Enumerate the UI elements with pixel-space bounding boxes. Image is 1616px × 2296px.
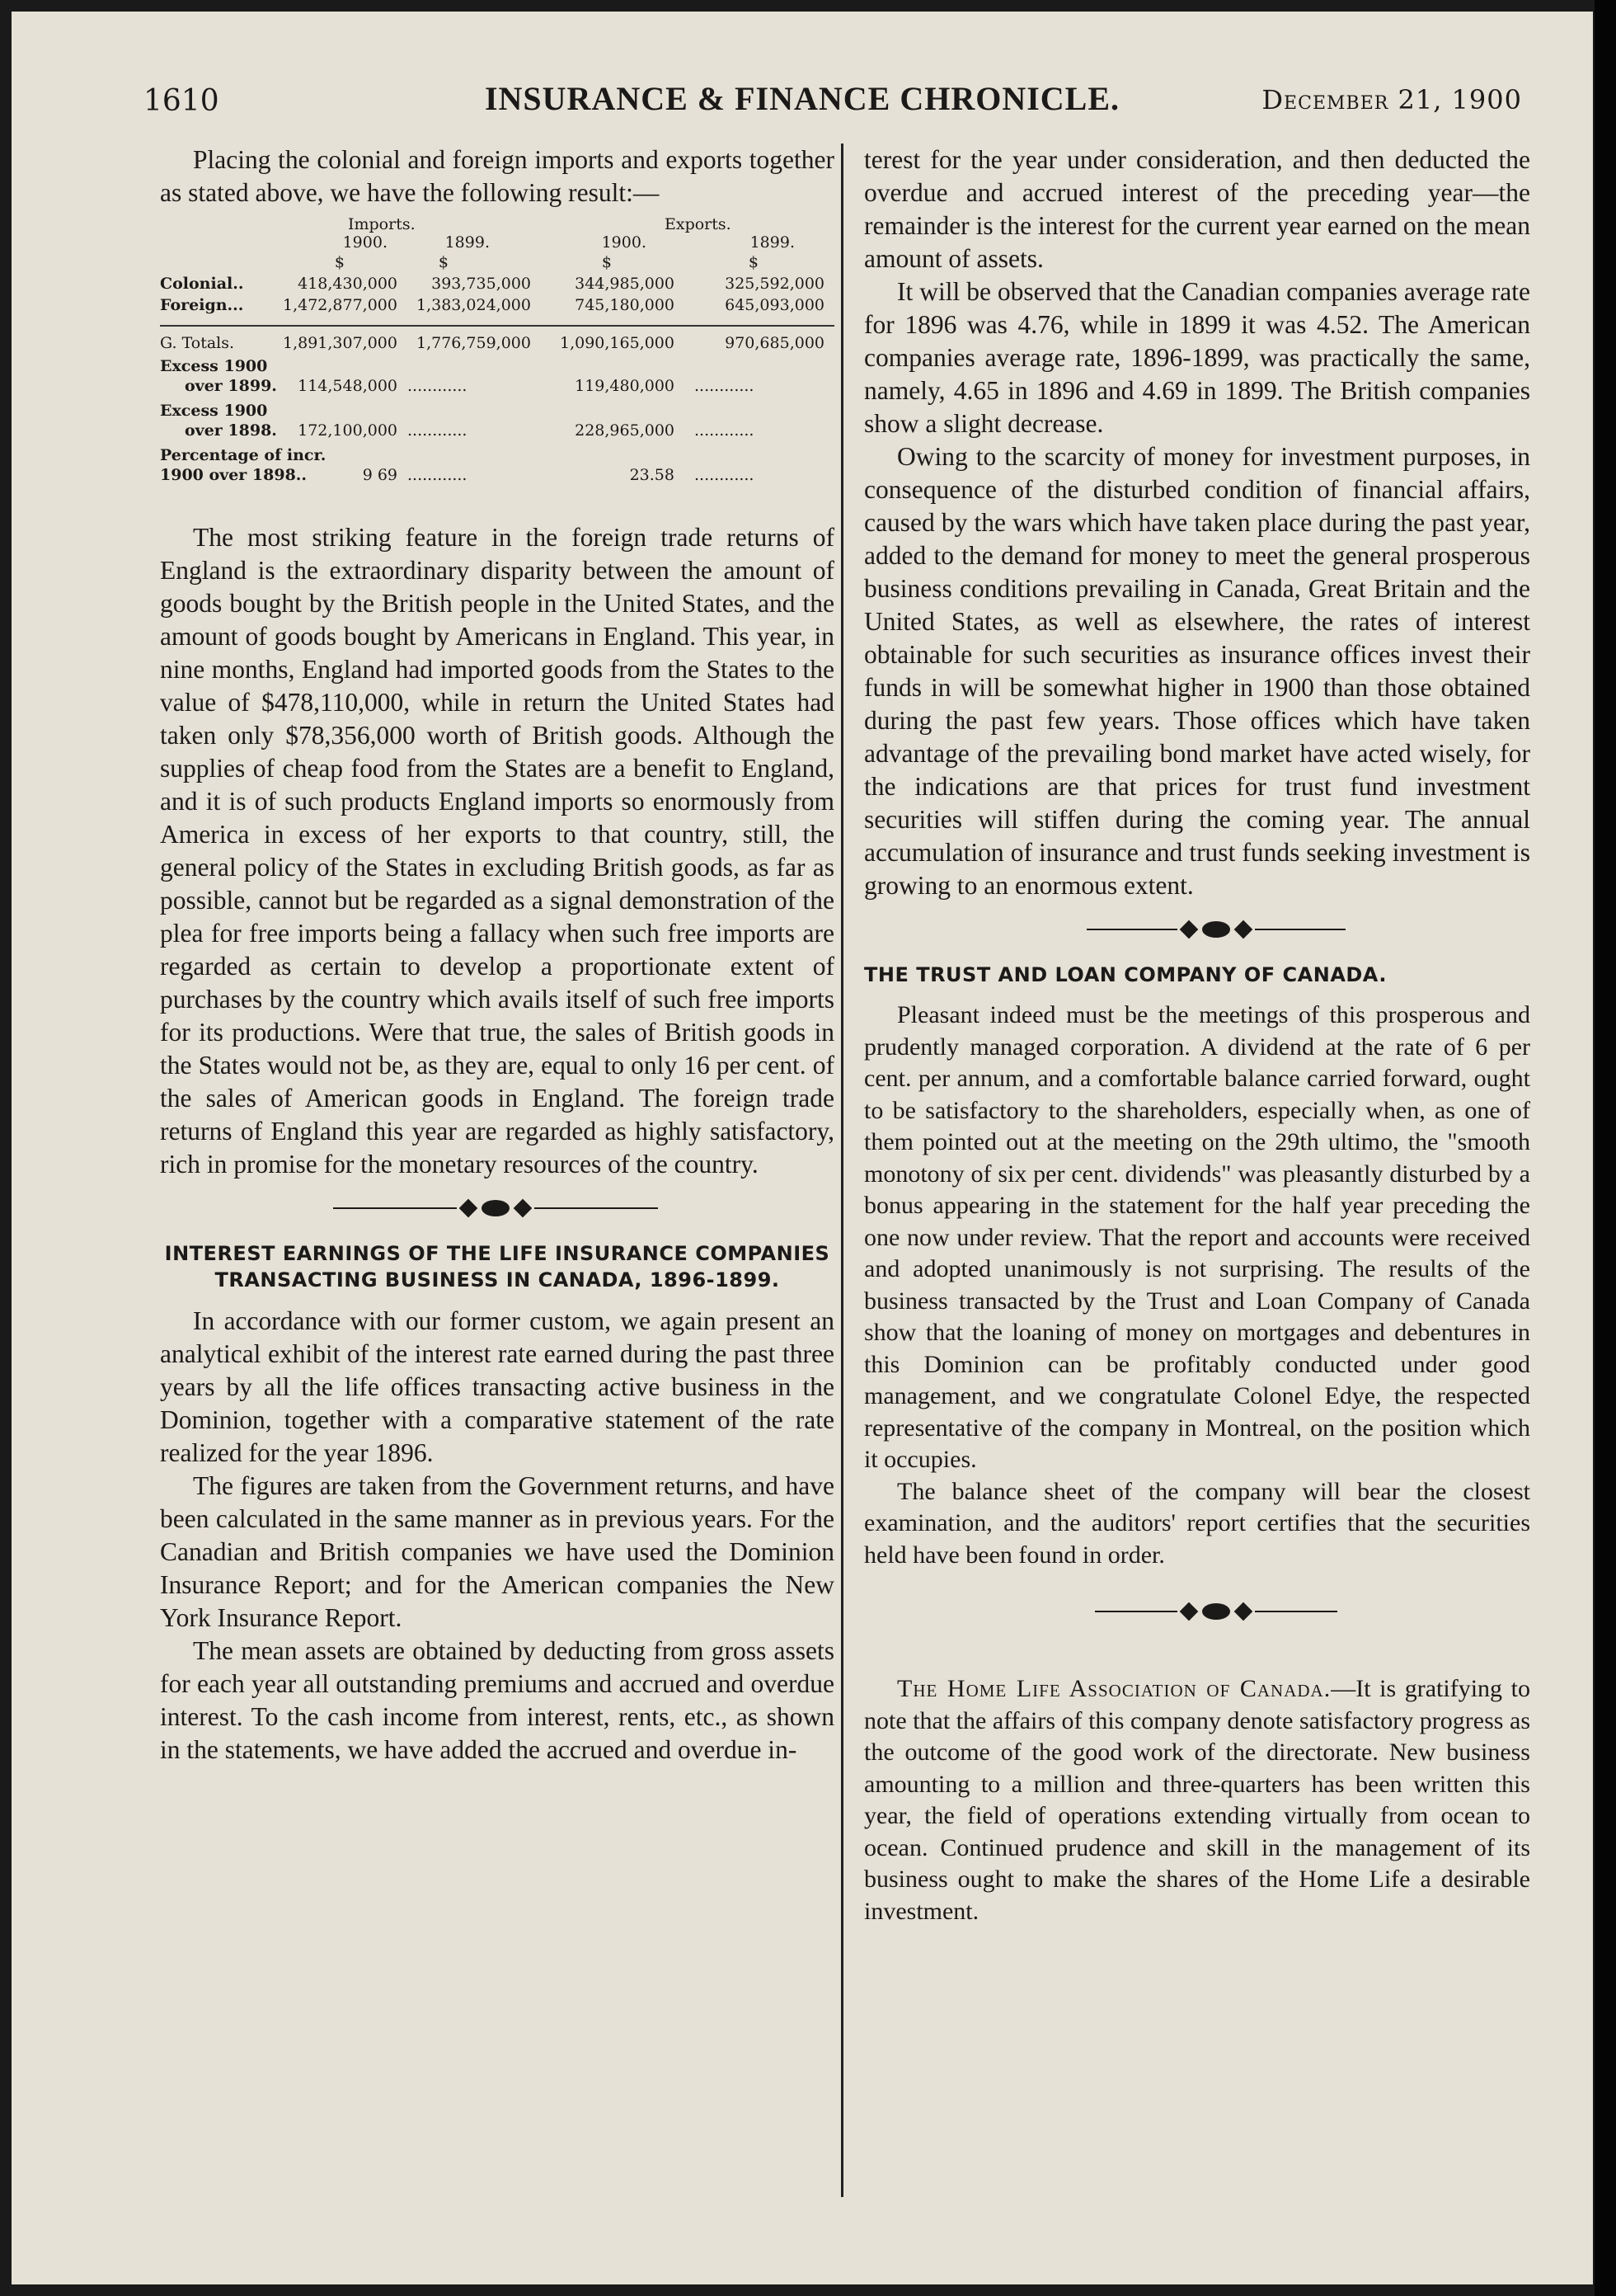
cell: 119,480,000: [575, 377, 674, 395]
cell: 1,090,165,000: [559, 334, 674, 352]
leader-dots: ............: [407, 377, 467, 395]
issue-date: December 21, 1900: [1261, 84, 1522, 115]
interest-continued: terest for the year under consideration, and then deducted the overdue and accrued interest of the preceding year—the remainder is the interest for the current year earned on the mean amount of assets.: [864, 145, 1530, 273]
table-row: [160, 421, 834, 442]
table-rule: [160, 325, 834, 327]
imports-header: Imports.: [348, 215, 416, 233]
foreign-trade-paragraph: The most striking feature in the foreign trade returns of England is the extraordinary disparity between the amount of goods bought by the British people in the United States, and the amount of goods bought by Americans in England. This year, in nine months, England had imported goods from the States to the value of $478,110,000, while in return the United States had taken only $78,356,000 worth of British goods. Although the supplies of cheap food from the States are a benefit to England, and it is of such products England imports so enormously from America in excess of her exports to that country, still, the general policy of the States in excluding British goods, as far as possible, cannot but be regarded as a signal demonstration of the plea for free imports being a fallacy when such free imports are regarded as certain to develop a proportionate extent of purchases by the country which avails itself of such free imports for its productions. Were that true, the sales of British goods in the States would not be, as they are, equal to only 16 per cent. of the sales of American goods in England. The foreign trade returns of England this year are regarded as highly satisfactory, rich in promise for the monetary resources of the country.: [160, 523, 834, 1179]
row-label: Excess 1900: [160, 402, 268, 420]
cell: 172,100,000: [298, 421, 397, 440]
column-rule: [841, 144, 843, 2197]
row-label: Foreign...: [160, 296, 244, 314]
left-column: [160, 144, 834, 1767]
row-label: over 1898.: [185, 421, 277, 440]
leader-dots: ............: [694, 377, 754, 395]
interest-paragraph-2: The figures are taken from the Government returns, and have been calculated in the same manner as in previous years. For the Canadian and British companies we have used the Dominion Insurance Report; and for the American companies the New York Insurance Report.: [160, 1471, 834, 1632]
interest-paragraph-3: The mean assets are obtained by deducting from gross assets for each year all outstanding premiums and accrued and overdue interest. To the cash income from interest, rents, etc., as shown in the statements, we have added the accrued and overdue in-: [160, 1636, 834, 1764]
page-number: 1610: [143, 84, 219, 118]
trade-intro: Placing the colonial and foreign imports and exports together as stated above, we have the following result:—: [160, 145, 834, 207]
table-row: [160, 295, 834, 317]
row-label: Colonial..: [160, 275, 244, 293]
section-divider-ornament: [864, 1571, 1530, 1654]
table-row: [160, 333, 834, 355]
cell: 745,180,000: [575, 296, 674, 314]
cell: 1,383,024,000: [416, 296, 531, 314]
journal-title: INSURANCE & FINANCE CHRONICLE.: [484, 80, 1120, 117]
row-label: Percentage of incr.: [160, 446, 326, 464]
leader-dots: ............: [407, 466, 467, 484]
interest-rates-paragraph: It will be observed that the Canadian companies average rate for 1896 was 4.76, while in 1899 it was 4.52. The American companies average rate, 1896-1899, was practically the same, namely, 4.65 in 1896 and 4.69 in 1899. The British companies show a slight decrease.: [864, 277, 1530, 438]
cell: 325,592,000: [725, 275, 824, 293]
trust-loan-paragraph-1: Pleasant indeed must be the meetings of this prosperous and prudently managed corporation. A dividend at the rate of 6 per cent. per annum, and a comfortable balance carried forward, ought to be satisfactory to the shareholders, especially when, as one of them pointed out at the meeting on the 29th ultimo, the "smooth monotony of six per cent. dividends" was pleasantly disturbed by a bonus appearing in the statement for the half year preceding the one now under review. That the report and accounts were received and adopted unanimously is not surprising. The results of the business transacted by the Trust and Loan Company of Canada show that the loaning of money on mortgages and debentures in this Dominion can be profitably conducted under good management, and we congratulate Colonel Edye, the respected representative of the company in Montreal, on the position which it occupies.: [864, 1001, 1530, 1473]
cell: 1,891,307,000: [282, 334, 397, 352]
year-1899-imports: 1899.: [444, 233, 490, 252]
money-scarcity-paragraph: Owing to the scarcity of money for investment purposes, in consequence of the disturbed condition of financial affairs, caused by the wars which have taken place during the past year, added to the demand for money to meet the general prosperous business conditions prevailing in Canada, Great Britain and the United States, as well as elsewhere, the rates of interest obtainable for such securities as insurance offices invest their funds in will be somewhat higher in 1900 than those obtained during the past few years. Those offices which have taken advantage of the prevailing bond market have acted wisely, for the indications are that prices for trust fund investment securities will stiffen during the coming year. The annual accumulation of insurance and trust funds seeking investment is growing to an enormous extent.: [864, 442, 1530, 900]
row-label: G. Totals.: [160, 334, 235, 352]
table-row: [160, 401, 834, 422]
cell: 1,776,759,000: [416, 334, 531, 352]
year-1899-exports: 1899.: [749, 233, 795, 252]
cell: 1,472,877,000: [282, 296, 397, 314]
cell: 344,985,000: [575, 275, 674, 293]
cell: 418,430,000: [298, 275, 397, 293]
table-row: [160, 356, 834, 378]
right-column: [864, 144, 1530, 1927]
row-label: Excess 1900: [160, 357, 268, 375]
leader-dots: ............: [407, 421, 467, 440]
year-1900-exports: 1900.: [601, 233, 646, 252]
interest-earnings-heading: INTEREST EARNINGS OF THE LIFE INSURANCE COMPANIES TRANSACTING BUSINESS IN CANADA, 1896-1899.: [164, 1242, 830, 1292]
scan-dark-edge: [1595, 0, 1616, 2296]
currency-sign: $: [334, 253, 345, 271]
currency-sign: $: [748, 253, 759, 271]
cell: 9 69: [362, 466, 397, 484]
cell: 114,548,000: [298, 377, 397, 395]
trust-loan-paragraph-2: The balance sheet of the company will bear the closest examination, and the auditors' report certifies that the securities held have been found in order.: [864, 1477, 1530, 1569]
home-life-paragraph: [864, 1673, 1530, 1927]
row-label: over 1899.: [185, 377, 277, 395]
cell: 23.58: [629, 466, 674, 484]
exports-header: Exports.: [665, 215, 731, 233]
trade-table: [160, 214, 834, 521]
table-row: [160, 376, 834, 398]
cell: 970,685,000: [725, 334, 824, 352]
currency-sign: $: [438, 253, 449, 271]
table-row: [160, 274, 834, 295]
section-divider-ornament: [160, 1181, 834, 1235]
leader-dots: ............: [694, 421, 754, 440]
trust-loan-heading: THE TRUST AND LOAN COMPANY OF CANADA.: [864, 963, 1387, 986]
year-1900-imports: 1900.: [342, 233, 388, 252]
newspaper-page: [12, 12, 1593, 2284]
cell: 228,965,000: [575, 421, 674, 440]
home-life-title: The Home Life Association of Canada.: [897, 1675, 1332, 1702]
table-row: [160, 465, 834, 487]
home-life-text: —It is gratifying to note that the affairs of this company denote satisfactory progress as the outcome of the good work of the directorate. New business amounting to a million and three-quarters has been written this year, the field of operations extending virtually from ocean to ocean. Continued prudence and skill in the management of its business ought to make the shares of the Home Life a desirable investment.: [864, 1675, 1530, 1925]
interest-paragraph-1: In accordance with our former custom, we again present an analytical exhibit of the interest rate earned during the past three years by all the life offices transacting active business in the Dominion, together with a comparative statement of the rate realized for the year 1896.: [160, 1306, 834, 1467]
row-label: 1900 over 1898..: [160, 466, 308, 484]
leader-dots: ............: [694, 466, 754, 484]
cell: 645,093,000: [725, 296, 824, 314]
table-row: [160, 445, 834, 467]
currency-sign: $: [601, 253, 612, 271]
cell: 393,735,000: [431, 275, 531, 293]
running-head: [12, 76, 1593, 125]
section-divider-ornament: [864, 902, 1530, 957]
